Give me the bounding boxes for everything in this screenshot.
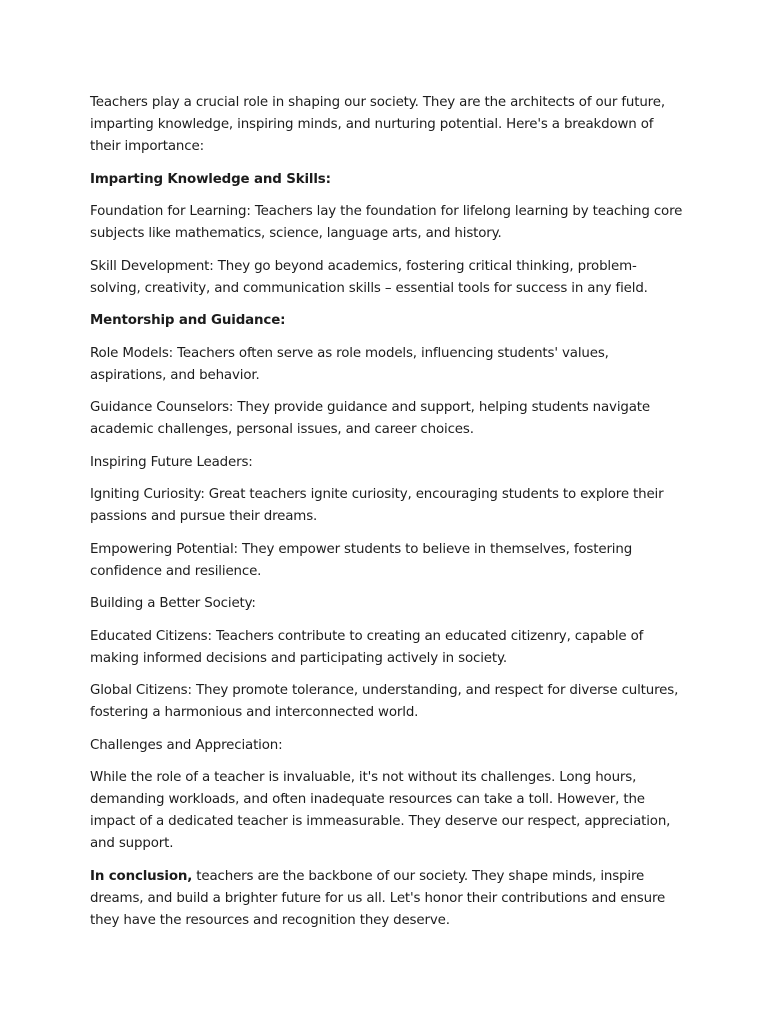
paragraph-skill-development: Skill Development: They go beyond academics, fostering critical thinking, problem-solving, creativity, and communication skills – essential tools for success in any field. (90, 258, 648, 296)
conclusion-paragraph (90, 866, 686, 932)
conclusion-lead: In conclusion, (90, 868, 193, 884)
paragraph-guidance-counselors: Guidance Counselors: They provide guidance and support, helping students navigate academic challenges, personal issues, and career choices. (90, 400, 650, 437)
conclusion-text: teachers are the backbone of our society. They shape minds, inspire dreams, and build a brighter future for us all. Let's honor their contributions and ensure they have the resources and recognition they deserve. (90, 868, 666, 928)
paragraph-role-models: Role Models: Teachers often serve as role models, influencing students' values, aspirations, and behavior. (90, 345, 609, 383)
paragraph-global-citizens: Global Citizens: They promote tolerance, understanding, and respect for diverse cultures, fostering a harmonious and interconnected world. (90, 683, 679, 720)
intro-paragraph: Teachers play a crucial role in shaping our society. They are the architects of our future, imparting knowledge, inspiring minds, and nurturing potential. Here's a breakdown of their importance: (90, 95, 665, 154)
document-body (90, 92, 686, 942)
section-heading-knowledge: Imparting Knowledge and Skills: (90, 171, 331, 187)
paragraph-igniting-curiosity: Igniting Curiosity: Great teachers ignite curiosity, encouraging students to explore their passions and pursue their dreams. (90, 487, 664, 524)
paragraph-foundation: Foundation for Learning: Teachers lay the foundation for lifelong learning by teaching core subjects like mathematics, science, language arts, and history. (90, 204, 683, 241)
paragraph-educated-citizens: Educated Citizens: Teachers contribute to creating an educated citizenry, capable of making informed decisions and participating actively in society. (90, 628, 644, 666)
section-heading-mentorship: Mentorship and Guidance: (90, 313, 286, 328)
section-heading-better-society: Building a Better Society: (90, 596, 256, 611)
section-heading-future-leaders: Inspiring Future Leaders: (90, 454, 253, 470)
paragraph-challenges: While the role of a teacher is invaluable, it's not without its challenges. Long hours, demanding workloads, and often inadequate resources can take a toll. However, the impact of a dedicated teacher is immeasurable. They deserve our respect, appreciation, and support. (90, 770, 671, 851)
paragraph-empowering-potential: Empowering Potential: They empower students to believe in themselves, fostering confidence and resilience. (90, 541, 633, 579)
section-heading-challenges: Challenges and Appreciation: (90, 737, 283, 753)
